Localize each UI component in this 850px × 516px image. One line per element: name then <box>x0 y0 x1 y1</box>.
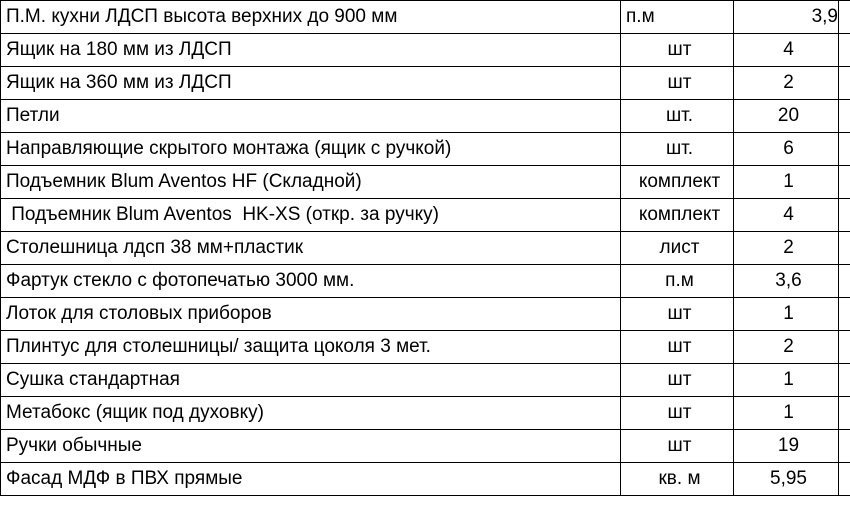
item-name-cell[interactable]: Фасад МДФ в ПВХ прямые <box>1 463 621 496</box>
unit-cell[interactable]: шт <box>621 430 734 463</box>
unit-cell[interactable]: шт <box>621 298 734 331</box>
table-row <box>1 265 850 298</box>
unit-cell[interactable]: п.м <box>621 1 734 34</box>
unit-cell[interactable]: комплект <box>621 199 734 232</box>
empty-cell[interactable] <box>839 100 850 133</box>
item-name-cell[interactable]: Ящик на 360 мм из ЛДСП <box>1 67 621 100</box>
empty-cell[interactable] <box>839 1 850 34</box>
table-row <box>1 166 850 199</box>
empty-cell[interactable] <box>839 463 850 496</box>
item-name-cell[interactable]: Лоток для столовых приборов <box>1 298 621 331</box>
table-row <box>1 232 850 265</box>
empty-cell[interactable] <box>839 232 850 265</box>
unit-cell[interactable]: шт <box>621 34 734 67</box>
table-row <box>1 34 850 67</box>
table-row <box>1 364 850 397</box>
unit-cell[interactable]: шт <box>621 331 734 364</box>
item-name-cell[interactable]: Столешница лдсп 38 мм+пластик <box>1 232 621 265</box>
unit-cell[interactable]: шт. <box>621 133 734 166</box>
item-name-cell[interactable]: Метабокс (ящик под духовку) <box>1 397 621 430</box>
empty-cell[interactable] <box>839 133 850 166</box>
quantity-cell[interactable]: 1 <box>734 397 839 430</box>
unit-cell[interactable]: кв. м <box>621 463 734 496</box>
item-name-cell[interactable]: Подъемник Blum Aventos HK-XS (откр. за ручку) <box>1 199 621 232</box>
unit-cell[interactable]: лист <box>621 232 734 265</box>
quantity-cell[interactable]: 2 <box>734 232 839 265</box>
quantity-cell[interactable]: 2 <box>734 67 839 100</box>
empty-cell[interactable] <box>839 430 850 463</box>
table-row <box>1 331 850 364</box>
quantity-cell[interactable]: 19 <box>734 430 839 463</box>
unit-cell[interactable]: шт <box>621 67 734 100</box>
empty-cell[interactable] <box>839 331 850 364</box>
quantity-cell[interactable]: 4 <box>734 34 839 67</box>
table-row <box>1 397 850 430</box>
empty-cell[interactable] <box>839 34 850 67</box>
unit-cell[interactable]: шт <box>621 364 734 397</box>
empty-cell[interactable] <box>839 166 850 199</box>
quantity-cell[interactable]: 3,6 <box>734 265 839 298</box>
item-name-cell[interactable]: Ручки обычные <box>1 430 621 463</box>
item-name-cell[interactable]: Подъемник Blum Aventos HF (Складной) <box>1 166 621 199</box>
table-row <box>1 199 850 232</box>
quantity-cell[interactable]: 1 <box>734 364 839 397</box>
unit-cell[interactable]: п.м <box>621 265 734 298</box>
empty-cell[interactable] <box>839 265 850 298</box>
empty-cell[interactable] <box>839 397 850 430</box>
quantity-cell[interactable]: 6 <box>734 133 839 166</box>
empty-cell[interactable] <box>839 199 850 232</box>
table-row <box>1 1 850 34</box>
quantity-cell[interactable]: 20 <box>734 100 839 133</box>
item-name-cell[interactable]: Направляющие скрытого монтажа (ящик с ручкой) <box>1 133 621 166</box>
table-row <box>1 133 850 166</box>
table-body <box>1 1 850 496</box>
table-row <box>1 463 850 496</box>
quantity-cell[interactable]: 1 <box>734 298 839 331</box>
quantity-cell[interactable]: 1 <box>734 166 839 199</box>
item-name-cell[interactable]: Ящик на 180 мм из ЛДСП <box>1 34 621 67</box>
empty-cell[interactable] <box>839 67 850 100</box>
unit-cell[interactable]: шт <box>621 397 734 430</box>
item-name-cell[interactable]: Плинтус для столешницы/ защита цоколя 3 мет. <box>1 331 621 364</box>
table-row <box>1 430 850 463</box>
quantity-cell[interactable]: 3,9 <box>734 1 839 34</box>
table-row <box>1 298 850 331</box>
item-name-cell[interactable]: П.М. кухни ЛДСП высота верхних до 900 мм <box>1 1 621 34</box>
item-name-cell[interactable]: Фартук стекло с фотопечатью 3000 мм. <box>1 265 621 298</box>
item-name-cell[interactable]: Петли <box>1 100 621 133</box>
quantity-cell[interactable]: 4 <box>734 199 839 232</box>
empty-cell[interactable] <box>839 364 850 397</box>
unit-cell[interactable]: комплект <box>621 166 734 199</box>
unit-cell[interactable]: шт. <box>621 100 734 133</box>
item-name-cell[interactable]: Сушка стандартная <box>1 364 621 397</box>
quantity-cell[interactable]: 2 <box>734 331 839 364</box>
quantity-cell[interactable]: 5,95 <box>734 463 839 496</box>
table-row <box>1 100 850 133</box>
table-row <box>1 67 850 100</box>
empty-cell[interactable] <box>839 298 850 331</box>
